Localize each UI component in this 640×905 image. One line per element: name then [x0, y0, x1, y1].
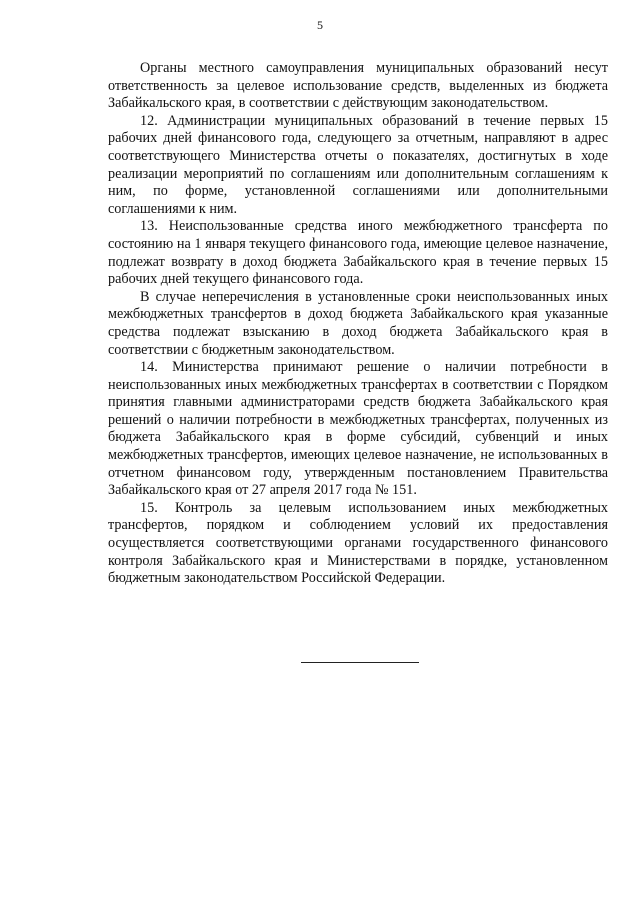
closing-divider — [301, 662, 419, 663]
paragraph-13-unused-funds: 13. Неиспользованные средства иного межбюджетного трансферта по состоянию на 1 января текущего финансового года, имеющие целевое назначение, подлежат возврату в доход бюджета Забайкальского края в течение первых 15 рабочих дней текущего финансового года. — [108, 218, 608, 288]
paragraph-responsibility: Органы местного самоуправления муниципальных образований несут ответственность за целевое использование средств, выделенных из бюджета Забайкальского края, в соответствии с действующим законодательством. — [108, 60, 608, 112]
paragraph-non-transfer-recovery: В случае неперечисления в установленные сроки неиспользованных иных межбюджетных трансфертов в доход бюджета Забайкальского края указанные средства подлежат взысканию в доход бюджета Забайкальского края в соответствии с бюджетным законодательством. — [108, 288, 608, 358]
paragraph-14-need-decision: 14. Министерства принимают решение о наличии потребности в неиспользованных иных межбюджетных трансфертах в соответствии с Порядком принятия главными администраторами средств бюджета Забайкальского края решений о наличии потребности в межбюджетных трансфертах, полученных из бюджета Забайкальского края в форме субсидий, субвенций и иных межбюджетных трансфертов, имеющих целевое назначение, не использованных в отчетном финансовом году, утвержденным постановлением Правительства Забайкальского края от 27 апреля 2017 года № 151. — [108, 359, 608, 499]
paragraph-15-control: 15. Контроль за целевым использованием иных межбюджетных трансфертов, порядком и соблюдением условий их предоставления осуществляется соответствующими органами государственного финансового контроля Забайкальского края и Министерствами в порядке, установленном бюджетным законодательством Российской Федерации. — [108, 499, 608, 587]
document-body — [108, 60, 608, 588]
page-number: 5 — [317, 18, 323, 32]
paragraph-12-reports: 12. Администрации муниципальных образований в течение первых 15 рабочих дней финансового года, следующего за отчетным, направляют в адрес соответствующего Министерства отчеты о показателях, достигнутых в ходе реализации мероприятий по соглашениям или дополнительным соглашениям к ним, по форме, установленной соглашениями или дополнительными соглашениями к ним. — [108, 112, 608, 217]
